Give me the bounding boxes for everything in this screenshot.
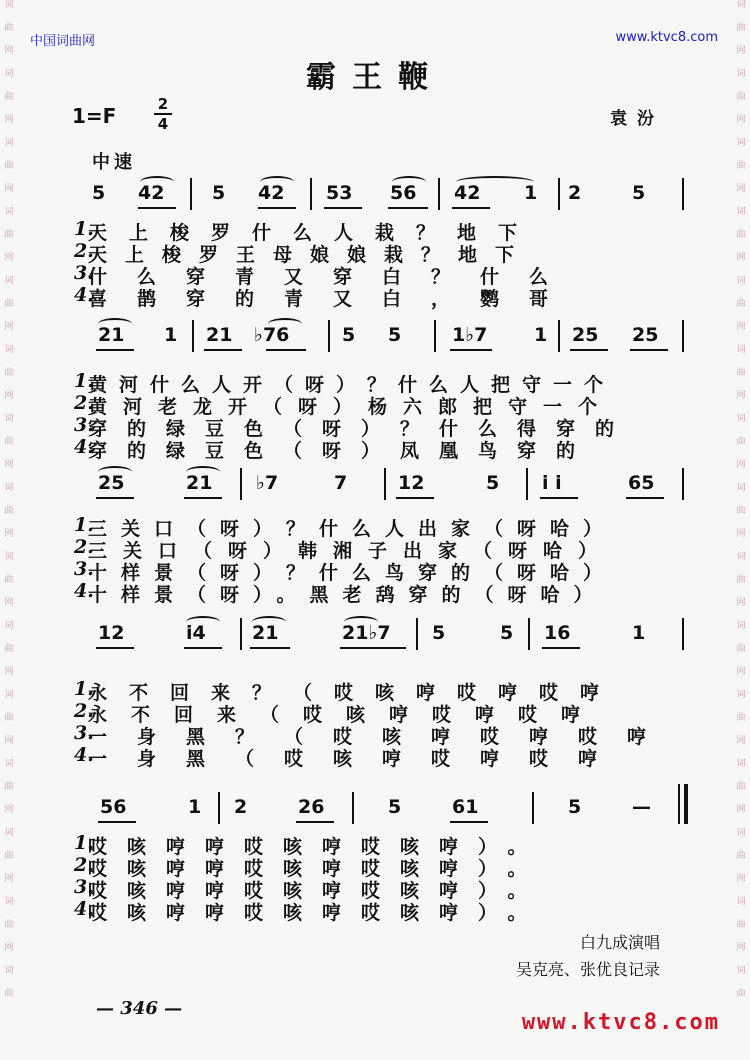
side-watermark-char: 网 <box>736 874 746 884</box>
note: 5 <box>500 622 514 644</box>
key-signature: 1=F <box>72 104 117 128</box>
singer-credit: 白九成演唱 <box>579 933 660 952</box>
side-watermark-char: 网 <box>4 667 14 677</box>
side-watermark-char: 词 <box>4 690 14 700</box>
side-watermark-char: 网 <box>736 529 746 539</box>
bottom-watermark: www.ktvc8.com <box>521 1010 720 1035</box>
side-watermark-char: 曲 <box>4 161 14 171</box>
note: 7 <box>334 472 348 494</box>
side-watermark-char: 网 <box>736 322 746 332</box>
note: 1 <box>188 796 202 818</box>
note: i i <box>542 472 562 494</box>
side-watermark-char: 曲 <box>4 23 14 33</box>
score-system <box>74 318 688 462</box>
side-watermark-char: 网 <box>4 391 14 401</box>
side-watermark-char: 词 <box>736 207 746 217</box>
side-watermark-char: 词 <box>736 414 746 424</box>
side-watermark-char: 网 <box>736 253 746 263</box>
note: 1 <box>524 182 538 204</box>
score-system <box>74 616 688 770</box>
lyric-line: 3. 十样景（呀）？什么鸟穿的（呀哈） <box>74 558 617 584</box>
side-watermark-char: 词 <box>736 897 746 907</box>
note: ♭7 <box>256 472 279 494</box>
lyric-line: 4. 哎咳哼哼哎咳哼哎咳哼）。 <box>74 898 547 924</box>
side-watermark-char: 词 <box>736 690 746 700</box>
side-watermark-char: 网 <box>4 46 14 56</box>
side-watermark-char: 词 <box>736 138 746 148</box>
note: 21 <box>206 324 233 346</box>
side-watermark-char: 词 <box>4 0 14 10</box>
song-source: 袁汾 <box>610 109 664 129</box>
side-watermark-char: 网 <box>4 805 14 815</box>
lyric-line: 4. 喜鹊穿的青又白，鹦哥 <box>74 284 579 310</box>
page-number: — 346 — <box>96 998 183 1019</box>
side-watermark-char: 曲 <box>4 989 14 999</box>
lyric-line: 2. 哎咳哼哼哎咳哼哎咳哼）。 <box>74 854 547 880</box>
notation-line <box>88 318 688 362</box>
side-watermark-char: 网 <box>736 115 746 125</box>
side-watermark-char: 词 <box>4 207 14 217</box>
side-watermark-char: 词 <box>736 966 746 976</box>
note: ♭76 <box>254 324 290 346</box>
side-watermark-char: 词 <box>736 828 746 838</box>
lyric-line: 1. 黄河什么人开（呀）？什么人把守一个 <box>74 370 616 396</box>
note: 5 <box>486 472 500 494</box>
side-watermark-char: 曲 <box>736 437 746 447</box>
side-watermark-char: 曲 <box>736 506 746 516</box>
recorder-credit: 吴克亮、张优良记录 <box>515 960 660 979</box>
tempo-marking: 中速 <box>92 152 136 173</box>
side-watermark-char: 词 <box>4 966 14 976</box>
lyric-line: 3. 哎咳哼哼哎咳哼哎咳哼）。 <box>74 876 547 902</box>
lyric-line: 2. 永不回来（哎咳哼哎哼哎哼 <box>74 700 605 726</box>
note: 56 <box>390 182 417 204</box>
notation-line <box>88 790 688 834</box>
side-watermark-char: 曲 <box>736 230 746 240</box>
lyric-line: 1. 天上梭罗什么人栽？地下 <box>74 218 540 244</box>
note: 42 <box>454 182 481 204</box>
side-watermark-char: 词 <box>4 621 14 631</box>
note: 5 <box>568 796 582 818</box>
side-watermark-char: 网 <box>4 460 14 470</box>
side-watermark-char: 网 <box>736 391 746 401</box>
note: 25 <box>98 472 125 494</box>
time-signature <box>154 96 172 132</box>
side-watermark-char: 曲 <box>736 368 746 378</box>
note: 42 <box>138 182 165 204</box>
side-watermark-char: 曲 <box>736 644 746 654</box>
side-watermark-char: 词 <box>736 345 746 355</box>
side-watermark-char: 网 <box>736 184 746 194</box>
side-watermark-char: 网 <box>4 736 14 746</box>
note: 21♭7 <box>342 622 391 644</box>
side-watermark-char: 曲 <box>4 368 14 378</box>
note: 5 <box>388 324 402 346</box>
side-watermark-char: 曲 <box>736 23 746 33</box>
note: 25 <box>632 324 659 346</box>
lyric-line: 3. 什么穿青又穿白？什么 <box>74 262 579 288</box>
side-watermark-char: 词 <box>4 138 14 148</box>
side-watermark-char: 曲 <box>4 782 14 792</box>
side-watermark-char: 网 <box>736 46 746 56</box>
side-watermark-char: 词 <box>4 759 14 769</box>
side-watermark-char: 曲 <box>4 920 14 930</box>
note: 25 <box>572 324 599 346</box>
side-watermark-char: 网 <box>4 322 14 332</box>
notation-line <box>88 176 688 220</box>
note: 2 <box>568 182 582 204</box>
side-watermark-char: 网 <box>4 529 14 539</box>
note: 5 <box>212 182 226 204</box>
side-watermark-char: 词 <box>736 552 746 562</box>
note: 61 <box>452 796 479 818</box>
side-watermark-char: 曲 <box>736 161 746 171</box>
side-watermark-char: 网 <box>4 598 14 608</box>
side-watermark-char: 词 <box>736 759 746 769</box>
side-watermark-char: 网 <box>736 943 746 953</box>
side-watermark-char: 曲 <box>4 299 14 309</box>
side-watermark-char: 词 <box>736 621 746 631</box>
side-watermark-char: 词 <box>4 69 14 79</box>
note: 21 <box>252 622 279 644</box>
lyric-line: 2. 天上梭罗王母娘娘栽？地下 <box>74 240 533 266</box>
side-watermark-char: 词 <box>736 483 746 493</box>
lyric-line: 2. 三关口（呀）韩湘子出家（呀哈） <box>74 536 614 562</box>
note: 5 <box>388 796 402 818</box>
note: 5 <box>342 324 356 346</box>
side-watermark-char: 词 <box>4 552 14 562</box>
note: 53 <box>326 182 353 204</box>
note: 5 <box>432 622 446 644</box>
side-watermark-char: 词 <box>736 0 746 10</box>
side-watermark-char: 词 <box>4 897 14 907</box>
note: i4 <box>186 622 206 644</box>
time-signature-bottom: 4 <box>157 115 169 133</box>
lyric-line: 2. 黄河老龙开（呀）杨六郎把守一个 <box>74 392 614 418</box>
lyric-line: 4. 一身黑（哎咳哼哎哼哎哼 <box>74 744 628 770</box>
side-watermark-char: 曲 <box>4 644 14 654</box>
score-system <box>74 176 688 316</box>
side-watermark-char: 曲 <box>736 989 746 999</box>
side-watermark-char: 网 <box>736 598 746 608</box>
note: 21 <box>98 324 125 346</box>
side-watermark-char: 曲 <box>736 713 746 723</box>
side-watermark-char: 曲 <box>4 851 14 861</box>
note: 1♭7 <box>452 324 488 346</box>
side-watermark-right <box>732 0 750 1060</box>
side-watermark-char: 词 <box>4 414 14 424</box>
side-watermark-char: 曲 <box>4 713 14 723</box>
side-watermark-char: 词 <box>4 483 14 493</box>
note: 1 <box>164 324 178 346</box>
side-watermark-char: 曲 <box>736 920 746 930</box>
note: 1 <box>632 622 646 644</box>
note: 42 <box>258 182 285 204</box>
song-title: 霸王鞭 <box>306 60 444 95</box>
notation-line <box>88 616 688 660</box>
site-watermark-left: 中国词曲网 <box>30 34 96 49</box>
side-watermark-char: 曲 <box>4 230 14 240</box>
side-watermark-char: 网 <box>736 460 746 470</box>
lyric-line: 4. 十样景（呀）。黑老鸹穿的（呀哈） <box>74 580 607 606</box>
note: 12 <box>398 472 425 494</box>
side-watermark-char: 曲 <box>736 92 746 102</box>
score-system <box>74 790 688 930</box>
note: 56 <box>100 796 127 818</box>
note: 1 <box>534 324 548 346</box>
side-watermark-char: 曲 <box>4 575 14 585</box>
lyric-line: 3. 一身黑？（哎咳哼哎哼哎哼 <box>74 722 677 748</box>
lyric-line: 1. 三关口（呀）？什么人出家（呀哈） <box>74 514 617 540</box>
side-watermark-char: 网 <box>736 736 746 746</box>
side-watermark-char: 网 <box>4 115 14 125</box>
note: 5 <box>92 182 106 204</box>
note: — <box>632 796 651 818</box>
side-watermark-char: 词 <box>736 69 746 79</box>
side-watermark-char: 词 <box>4 276 14 286</box>
score-system <box>74 466 688 606</box>
side-watermark-char: 网 <box>4 184 14 194</box>
notation-line <box>88 466 688 510</box>
side-watermark-char: 网 <box>736 667 746 677</box>
side-watermark-char: 曲 <box>736 299 746 309</box>
side-watermark-char: 网 <box>736 805 746 815</box>
side-watermark-char: 曲 <box>736 851 746 861</box>
lyric-line: 3. 穿的绿豆色（呀）？什么得穿的 <box>74 414 635 440</box>
side-watermark-char: 曲 <box>736 782 746 792</box>
side-watermark-char: 网 <box>4 874 14 884</box>
note: 2 <box>234 796 248 818</box>
time-signature-top: 2 <box>157 95 169 113</box>
side-watermark-left <box>0 0 18 1060</box>
note: 26 <box>298 796 325 818</box>
note: 21 <box>186 472 213 494</box>
side-watermark-char: 网 <box>4 943 14 953</box>
side-watermark-char: 词 <box>736 276 746 286</box>
note: 12 <box>98 622 125 644</box>
note: 16 <box>544 622 571 644</box>
side-watermark-char: 词 <box>4 345 14 355</box>
lyric-line: 1. 哎咳哼哼哎咳哼哎咳哼）。 <box>74 832 547 858</box>
side-watermark-char: 网 <box>4 253 14 263</box>
note: 5 <box>632 182 646 204</box>
note: 65 <box>628 472 655 494</box>
side-watermark-char: 曲 <box>4 506 14 516</box>
lyric-line: 1. 永不回来？（哎咳哼哎哼哎哼 <box>74 678 622 704</box>
side-watermark-char: 曲 <box>4 92 14 102</box>
side-watermark-char: 曲 <box>736 575 746 585</box>
side-watermark-char: 曲 <box>4 437 14 447</box>
side-watermark-char: 词 <box>4 828 14 838</box>
lyric-line: 4. 穿的绿豆色（呀）凤凰鸟穿的 <box>74 436 596 462</box>
site-watermark-right: www.ktvc8.com <box>615 30 718 45</box>
